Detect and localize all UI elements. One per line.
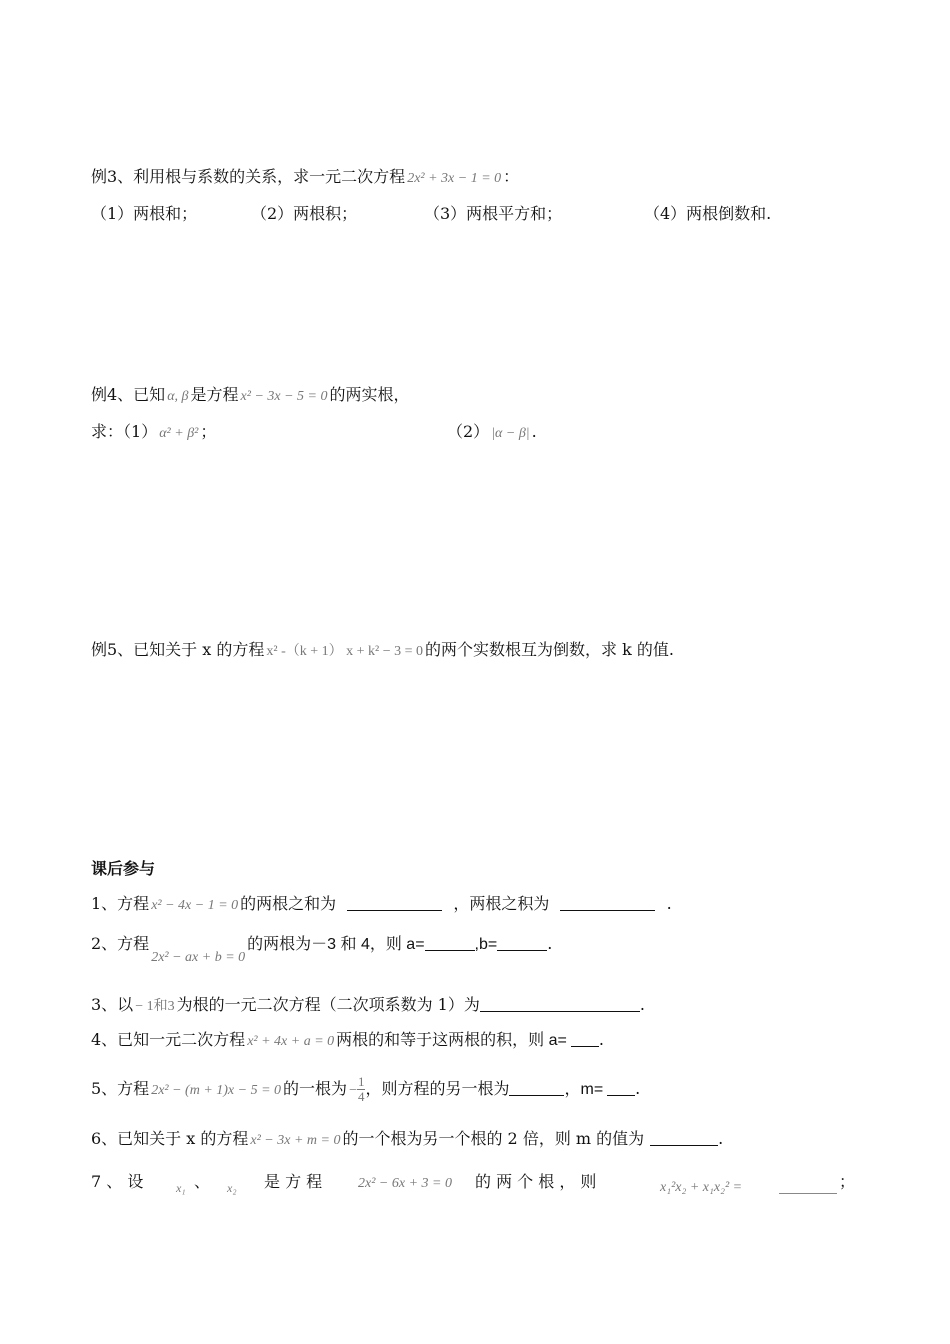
q7-num: 7 、 设 xyxy=(91,1172,144,1191)
q7-answer-blank[interactable] xyxy=(779,1177,837,1194)
ex4-item2-expr: |α − β| xyxy=(491,426,530,441)
q1-equation: x² − 4x − 1 = 0 xyxy=(151,898,239,913)
q7-mid2: 的 两 个 根 ， 则 xyxy=(475,1172,597,1191)
q2-a-blank[interactable] xyxy=(425,934,475,951)
question-1 xyxy=(91,893,672,917)
ex3-item-2: （2）两根积； xyxy=(251,204,358,223)
ex4-suffix: 的两实根， xyxy=(329,385,410,404)
question-5 xyxy=(91,1075,640,1104)
ex3-suffix: ： xyxy=(503,167,520,186)
q5-mid: 的一根为 xyxy=(283,1079,348,1098)
ex3-equation: 2x² + 3x − 1 = 0 xyxy=(407,171,502,186)
q3-prefix: 3、以 xyxy=(91,995,134,1014)
q1-product-blank[interactable] xyxy=(560,894,655,911)
q1-end: . xyxy=(666,894,672,913)
q5-m-blank[interactable] xyxy=(607,1079,635,1096)
q1-prefix: 1、方程 xyxy=(91,894,150,913)
ex4-equation: x² − 3x − 5 = 0 xyxy=(240,389,328,404)
q5-frac-den: 4 xyxy=(357,1089,365,1104)
q4-mid: 两根的和等于这两根的积，则 a= xyxy=(336,1032,567,1049)
q3-mid: 为根的一元二次方程（二次项系数为 1）为 xyxy=(176,995,480,1014)
q4-a-blank[interactable] xyxy=(571,1030,599,1047)
ex4-item1-label: （1） xyxy=(123,422,158,441)
q2-b-blank[interactable] xyxy=(497,934,547,951)
question-3 xyxy=(91,994,645,1018)
example-4-asks xyxy=(91,421,851,443)
ex4-vars: α, β xyxy=(167,389,189,404)
q3-answer-blank[interactable] xyxy=(480,995,640,1012)
q7-equation: 2x² − 6x + 3 = 0 xyxy=(358,1176,452,1191)
q2-prefix: 2、方程 xyxy=(91,934,150,953)
q7-x2: x₂ xyxy=(227,1181,237,1195)
after-class-heading: 课后参与 xyxy=(91,859,156,878)
q5-equation: 2x² − (m + 1)x − 5 = 0 xyxy=(151,1083,282,1098)
example-3-items xyxy=(91,203,851,225)
q3-end: . xyxy=(639,995,645,1014)
ex3-item-3: （3）两根平方和； xyxy=(424,204,563,223)
ex4-prefix: 例4、已知 xyxy=(91,385,166,404)
q7-end: ； xyxy=(839,1172,856,1191)
q3-roots: − 1和3 xyxy=(135,999,175,1014)
question-6 xyxy=(91,1128,723,1152)
ex5-equation: x² -（k + 1） x + k² − 3 = 0 xyxy=(266,644,424,659)
ex4-item1-end: ； xyxy=(200,422,217,441)
q4-end: . xyxy=(598,1030,604,1049)
q1-mid2: ，两根之积为 xyxy=(453,894,550,913)
ex4-ask-label: 求： xyxy=(91,422,124,441)
q5-mid3: ，m= xyxy=(564,1081,604,1098)
q4-prefix: 4、已知一元二次方程 xyxy=(91,1030,246,1049)
ex4-item2-end: . xyxy=(531,422,537,441)
q5-root-blank[interactable] xyxy=(509,1079,564,1096)
ex4-item1-expr: α² + β² xyxy=(159,426,199,441)
q7-expr: x₁²x₂ + x₁x₂² = xyxy=(660,1180,743,1195)
q6-end: . xyxy=(718,1129,724,1148)
q6-mid: 的一个根为另一个根的 2 倍，则 m 的值为 xyxy=(342,1129,645,1148)
q6-equation: x² − 3x + m = 0 xyxy=(250,1133,341,1148)
ex4-item2-label: （2） xyxy=(447,422,490,441)
ex3-prefix: 例3、利用根与系数的关系，求一元二次方程 xyxy=(91,167,406,186)
q6-prefix: 6、已知关于 x 的方程 xyxy=(91,1129,249,1148)
q7-sep: 、 xyxy=(194,1172,211,1191)
ex4-ask-1 xyxy=(91,421,216,445)
q1-sum-blank[interactable] xyxy=(347,894,442,911)
ex3-item-4: （4）两根倒数和. xyxy=(644,204,772,223)
ex4-ask-2 xyxy=(447,421,537,445)
example-4-question xyxy=(91,384,410,408)
q7-x1: x₁ xyxy=(176,1181,186,1195)
q2-mid: 的两根为－3 和 4，则 a= xyxy=(247,936,425,953)
ex4-mid: 是方程 xyxy=(190,385,239,404)
ex3-item-1: （1）两根和； xyxy=(91,204,198,223)
q2-end: . xyxy=(547,934,553,953)
q5-end: . xyxy=(635,1079,641,1098)
q7-mid: 是 方 程 xyxy=(264,1172,323,1191)
ex5-prefix: 例5、已知关于 x 的方程 xyxy=(91,640,265,659)
q5-prefix: 5、方程 xyxy=(91,1079,150,1098)
question-2 xyxy=(91,933,553,965)
q1-mid: 的两根之和为 xyxy=(240,894,337,913)
example-3-question xyxy=(91,166,519,190)
q6-m-blank[interactable] xyxy=(650,1129,718,1146)
question-7 xyxy=(91,1171,856,1201)
ex5-suffix: 的两个实数根互为倒数，求 k 的值. xyxy=(425,640,674,659)
q2-equation: 2x² − ax + b = 0 xyxy=(151,950,246,965)
q4-equation: x² + 4x + a = 0 xyxy=(247,1034,335,1049)
q2-mid2: ,b= xyxy=(474,936,498,953)
q5-frac-sign: − xyxy=(349,1083,357,1098)
example-5-question xyxy=(91,639,674,663)
q5-mid2: ，则方程的另一根为 xyxy=(365,1079,510,1098)
question-4 xyxy=(91,1029,604,1053)
q5-frac-num: 1 xyxy=(357,1074,365,1089)
